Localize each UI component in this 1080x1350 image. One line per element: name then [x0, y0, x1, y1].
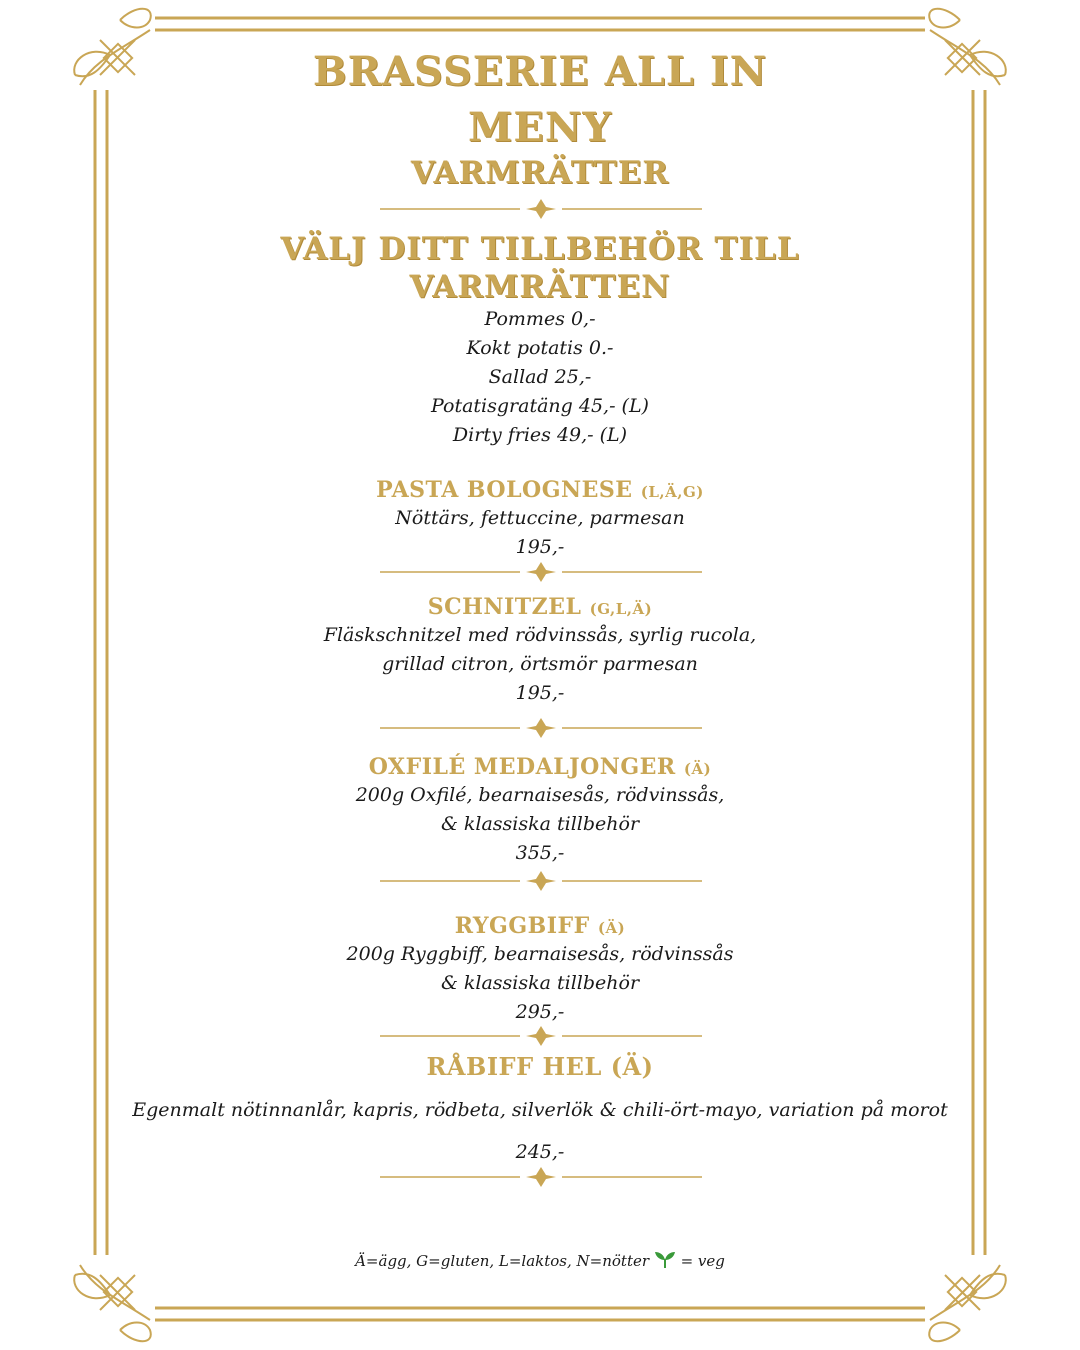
dish-name [0, 594, 1080, 620]
side-item: Dirty fries 49,- (L) [452, 424, 628, 446]
sides-heading-2: VARMRÄTTEN [409, 269, 671, 305]
dish-title: RÅBIFF HEL [426, 1052, 602, 1081]
dish-allergens: (L,Ä,G) [640, 483, 704, 501]
allergen-legend [0, 1251, 1080, 1270]
dish-price: 295,- [515, 1001, 565, 1023]
restaurant-name: BRASSERIE ALL IN [312, 48, 768, 95]
dish-description: Nöttärs, fettuccine, parmesan [395, 507, 685, 529]
sides-list [0, 305, 1080, 450]
dish-description: & klassiska tillbehör [440, 972, 640, 994]
dish-description: & klassiska tillbehör [440, 813, 640, 835]
dish-title: PASTA BOLOGNESE [376, 477, 633, 503]
side-item: Kokt potatis 0.- [466, 337, 614, 359]
sides-heading: VÄLJ DITT TILLBEHÖR TILL [280, 231, 800, 267]
dish-title: OXFILÉ MEDALJONGER [368, 754, 676, 780]
menu-title: MENY [468, 104, 612, 151]
dish-allergens: (Ä) [683, 760, 712, 778]
dish-allergens: (Ä) [597, 919, 626, 937]
dish-allergens: (G,L,Ä) [589, 600, 653, 618]
side-item: Sallad 25,- [488, 366, 592, 388]
dish-description: 200g Ryggbiff, bearnaisesås, rödvinssås [346, 943, 734, 965]
dish-description: Fläskschnitzel med rödvinssås, syrlig rucola, [323, 624, 757, 646]
dish-name [0, 754, 1080, 780]
section-title: VARMRÄTTER [410, 155, 670, 191]
dish-price: 195,- [515, 682, 565, 704]
ornament-divider [380, 718, 702, 738]
dish-description: Egenmalt nötinnanlår, kapris, rödbeta, silverlök & chili-ört-mayo, variation på morot [132, 1099, 948, 1121]
ornament-divider [380, 199, 702, 219]
dish-description: grillad citron, örtsmör parmesan [382, 653, 698, 675]
ornament-divider [380, 562, 702, 582]
sprout-icon [654, 1251, 676, 1269]
dish-price: 245,- [515, 1141, 565, 1163]
dish-description: 200g Oxfilé, bearnaisesås, rödvinssås, [355, 784, 725, 806]
dish-name [0, 913, 1080, 939]
dish-title: RYGGBIFF [454, 913, 590, 939]
ornament-divider [380, 1167, 702, 1187]
dish-allergens: (Ä) [610, 1052, 654, 1081]
side-item: Pommes 0,- [484, 308, 596, 330]
dish-price: 195,- [515, 536, 565, 558]
dish-title: SCHNITZEL [427, 594, 582, 620]
legend-text: Ä=ägg, G=gluten, L=laktos, N=nötter [355, 1252, 650, 1270]
dish-name [0, 1052, 1080, 1081]
side-item: Potatisgratäng 45,- (L) [431, 395, 649, 417]
ornament-divider [380, 871, 702, 891]
ornament-divider [380, 1026, 702, 1046]
dish-price: 355,- [515, 842, 565, 864]
legend-veg: = veg [680, 1252, 725, 1270]
dish-name [0, 477, 1080, 503]
